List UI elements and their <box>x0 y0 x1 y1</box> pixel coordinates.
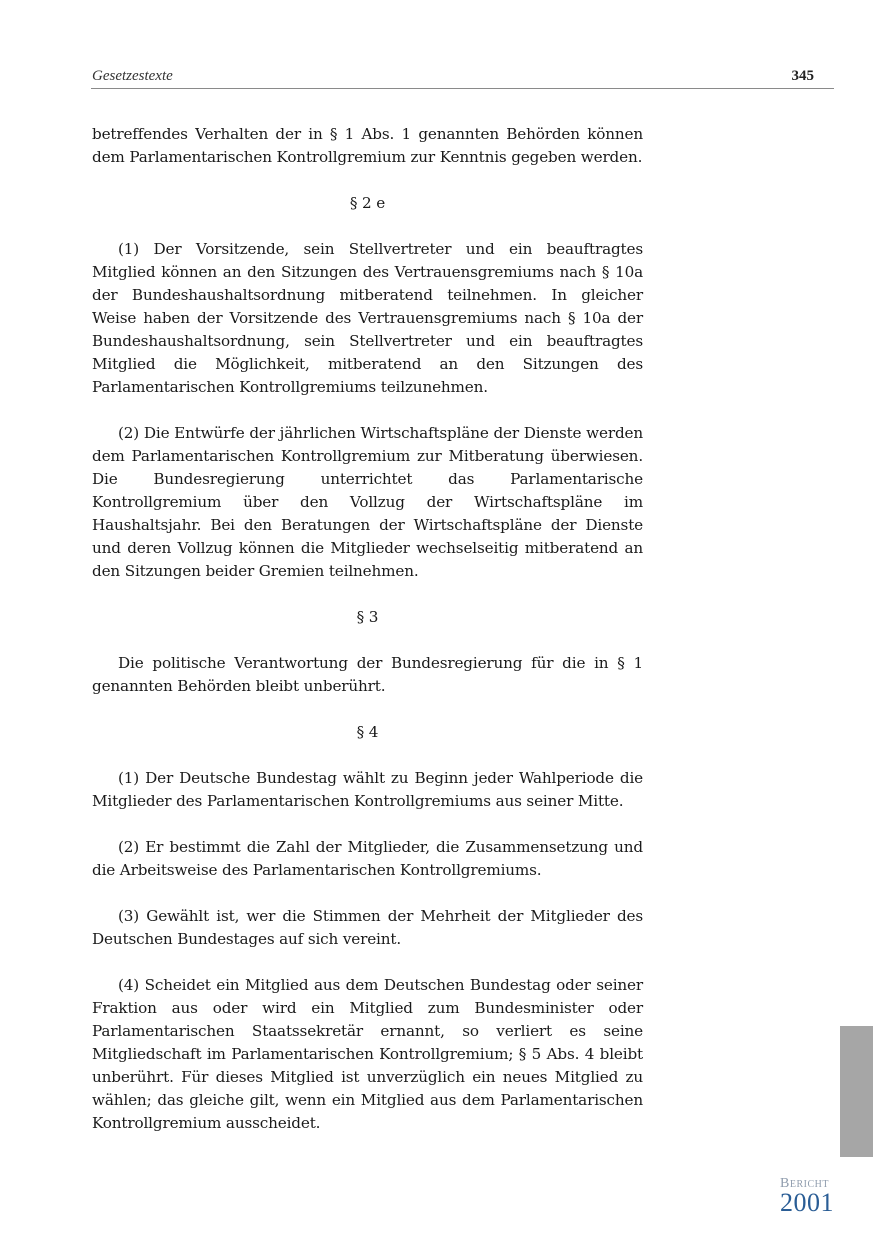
page-number: 345 <box>791 68 814 84</box>
brand-word: Bericht <box>780 1176 829 1191</box>
report-brand-logo <box>780 1176 852 1215</box>
page-header <box>91 66 834 89</box>
section-title: Gesetzestexte <box>92 68 173 84</box>
chapter-thumb-tab <box>840 1026 873 1157</box>
paragraph-3-1: Die politische Verantwortung der Bundesregierung für die in § 1 genannten Behörden bleibt unberührt. <box>92 654 643 695</box>
paragraph-4-4: (4) Scheidet ein Mitglied aus dem Deutschen Bundestag oder seiner Fraktion aus oder wird ein Mitglied zum Bundesminister oder Parlamentarischen Staatssekretär ernannt, so verliert es seine Mitgliedschaft im Parlamentarischen Kontrollgremium; § 5 Abs. 4 bleibt unberührt. Für dieses Mitglied ist unverzüglich ein neues Mitglied zu wählen; das gleiche gilt, wenn ein Mitglied aus dem Parlamentarischen Kontrollgremium ausscheidet. <box>92 976 643 1132</box>
paragraph-4-1: (1) Der Deutsche Bundestag wählt zu Beginn jeder Wahlperiode die Mitglieder des Parlamentarischen Kontrollgremiums aus seiner Mitte. <box>92 769 643 810</box>
section-heading-2e: § 2 e <box>349 194 386 212</box>
paragraph-2e-2: (2) Die Entwürfe der jährlichen Wirtschaftspläne der Dienste werden dem Parlamentarischen Kontrollgremium zur Mitberatung überwiesen. Die Bundesregierung unterrichtet das Parlamentarische Kontrollgremium über den Vollzug der Wirtschaftspläne im Haushaltsjahr. Bei den Beratungen der Wirtschaftspläne der Dienste und deren Vollzug können die Mitglieder wechselseitig mitberatend an den Sitzungen beider Gremien teilnehmen. <box>92 424 643 580</box>
intro-paragraph: betreffendes Verhalten der in § 1 Abs. 1 genannten Behörden können dem Parlamentarischen Kontrollgremium zur Kenntnis gegeben werden. <box>92 125 643 166</box>
paragraph-4-2: (2) Er bestimmt die Zahl der Mitglieder, die Zusammensetzung und die Arbeitsweise des Parlamentarischen Kontrollgremiums. <box>92 838 643 879</box>
section-heading-3: § 3 <box>356 608 379 626</box>
document-body <box>92 123 643 1135</box>
paragraph-2e-1: (1) Der Vorsitzende, sein Stellvertreter und ein beauftragtes Mitglied können an den Sitzungen des Vertrauensgremiums nach § 10a der Bundeshaushaltsordnung mitberatend teilnehmen. In gleicher Weise haben der Vorsitzende des Vertrauensgremiums nach § 10a der Bundeshaushaltsordnung, sein Stellvertreter und ein beauftragtes Mitglied die Möglichkeit, mitberatend an den Sitzungen des Parlamentarischen Kontrollgremiums teilzunehmen. <box>92 240 643 396</box>
paragraph-4-3: (3) Gewählt ist, wer die Stimmen der Mehrheit der Mitglieder des Deutschen Bundestages auf sich vereint. <box>92 907 643 948</box>
brand-year: 2001 <box>780 1188 834 1217</box>
section-heading-4: § 4 <box>356 723 379 741</box>
